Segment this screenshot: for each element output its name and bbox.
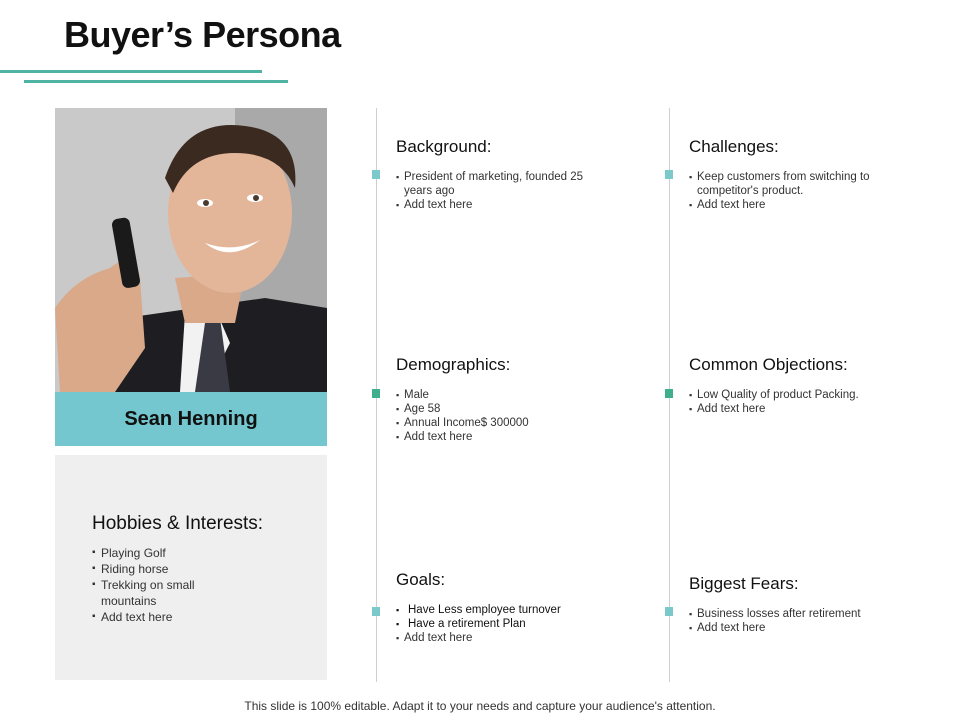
title-underline: [0, 70, 262, 73]
list-item: ▪ Male: [396, 388, 586, 402]
hobbies-list: [92, 545, 242, 625]
section-list: [396, 170, 586, 212]
section-list: [396, 603, 586, 645]
section-marker: [665, 389, 673, 398]
section-list: [689, 170, 879, 212]
section-marker: [372, 170, 380, 179]
list-item: ▪ Add text here: [689, 402, 879, 416]
section-list: [689, 388, 879, 416]
list-item: ▪ Have Less employee turnover: [396, 603, 586, 617]
section-list: [396, 388, 586, 444]
persona-photo: [55, 108, 327, 392]
hobbies-heading: Hobbies & Interests:: [92, 513, 264, 534]
list-item: ▪ Playing Golf: [92, 545, 242, 561]
section-marker: [372, 389, 380, 398]
section-marker: [372, 607, 380, 616]
section-heading: Background:: [396, 137, 492, 156]
list-item: ▪ Add text here: [396, 631, 586, 645]
section-list: [689, 607, 879, 635]
title-underline-secondary: [24, 80, 288, 83]
persona-name: Sean Henning: [124, 407, 258, 430]
page-title: Buyer’s Persona: [64, 14, 341, 55]
list-item: ▪ Annual Income$ 300000: [396, 416, 586, 430]
section-heading: Common Objections:: [689, 355, 848, 374]
section-marker: [665, 607, 673, 616]
hobbies-panel: [55, 455, 327, 680]
footer-note: This slide is 100% editable. Adapt it to your needs and capture your audience's attention.: [244, 699, 716, 713]
list-item: ▪ Have a retirement Plan: [396, 617, 586, 631]
list-item: ▪ Keep customers from switching to competitor's product.: [689, 170, 879, 198]
list-item: ▪ Age 58: [396, 402, 586, 416]
section-heading: Biggest Fears:: [689, 574, 799, 593]
list-item: ▪ President of marketing, founded 25 years ago: [396, 170, 586, 198]
section-heading: Demographics:: [396, 355, 511, 374]
persona-name-bar: [55, 392, 327, 446]
list-item: ▪ Riding horse: [92, 561, 242, 577]
list-item: ▪ Add text here: [396, 430, 586, 444]
section-heading: Challenges:: [689, 137, 779, 156]
list-item: ▪ Add text here: [92, 609, 242, 625]
section-marker: [665, 170, 673, 179]
list-item: ▪ Add text here: [396, 198, 586, 212]
list-item: ▪ Add text here: [689, 198, 879, 212]
list-item: ▪ Low Quality of product Packing.: [689, 388, 879, 402]
list-item: ▪ Business losses after retirement: [689, 607, 879, 621]
list-item: ▪ Add text here: [689, 621, 879, 635]
section-heading: Goals:: [396, 570, 446, 589]
list-item: ▪ Trekking on small mountains: [92, 577, 242, 609]
